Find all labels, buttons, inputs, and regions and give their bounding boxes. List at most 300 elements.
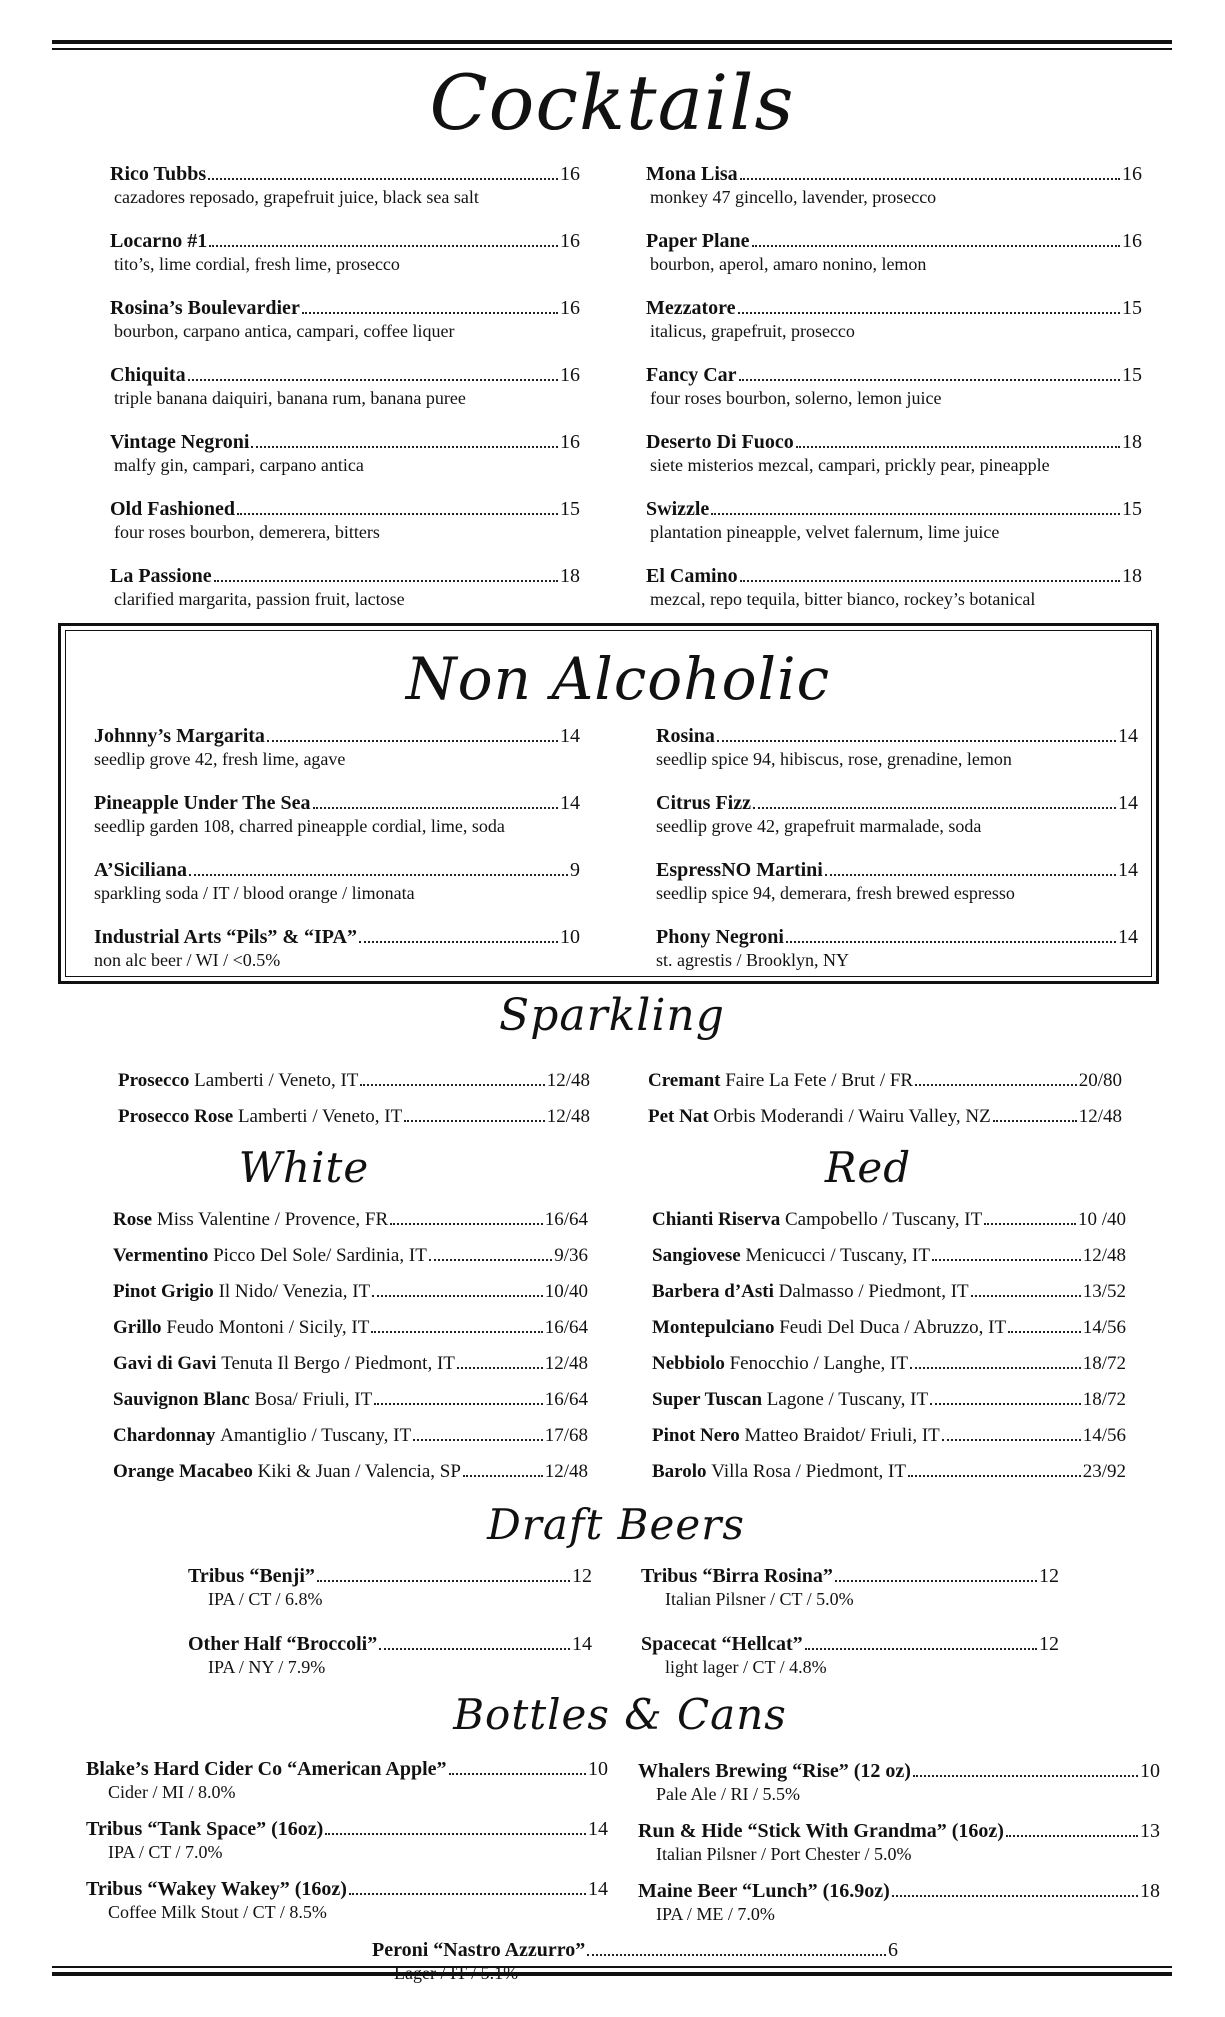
item-price: 14 [560, 725, 580, 747]
item-price: 14 [560, 792, 580, 814]
dot-leader [1008, 1331, 1081, 1333]
item-name: Vintage Negroni [110, 431, 250, 453]
item-description: IPA / CT / 6.8% [208, 1589, 323, 1609]
dot-leader [825, 874, 1116, 876]
menu-item [641, 1632, 1059, 1678]
item-line [656, 724, 1138, 748]
item-price: 12/48 [1082, 1245, 1126, 1266]
item-description: siete misterios mezcal, campari, prickly pear, pineapple [650, 455, 1050, 475]
item-name: La Passione [110, 565, 212, 587]
dot-leader [711, 513, 1120, 515]
item-name: Pineapple Under The Sea [94, 792, 311, 814]
item-name: Pet Nat [648, 1106, 709, 1127]
item-description: Cider / MI / 8.0% [108, 1782, 236, 1802]
item-description: sparkling soda / IT / blood orange / limonata [94, 883, 415, 903]
wine-item [652, 1208, 1126, 1232]
item-description: IPA / CT / 7.0% [108, 1842, 223, 1862]
dot-leader [942, 1439, 1081, 1441]
item-name: Sangiovese [652, 1245, 741, 1266]
dot-leader [908, 1475, 1081, 1477]
item-origin: Amantiglio / Tuscany, IT [220, 1425, 412, 1446]
item-description: triple banana daiquiri, banana rum, banana puree [114, 388, 466, 408]
dot-leader [313, 807, 558, 809]
wine-item [113, 1316, 588, 1340]
item-line [110, 296, 580, 320]
cocktails-title: Cocktails [429, 58, 795, 147]
item-price: 20/80 [1078, 1070, 1122, 1091]
item-description: plantation pineapple, velvet falernum, lime juice [650, 522, 1000, 542]
item-description: IPA / NY / 7.9% [208, 1657, 326, 1677]
item-price: 9/36 [554, 1245, 588, 1266]
item-price: 12/48 [546, 1070, 590, 1091]
item-price: 15 [1122, 364, 1142, 386]
item-line [646, 363, 1142, 387]
item-price: 6 [888, 1939, 898, 1961]
dot-leader [739, 379, 1120, 381]
wine-item [652, 1424, 1126, 1448]
top-rule-thick [52, 40, 1172, 44]
dot-leader [372, 1295, 543, 1297]
item-name: Fancy Car [646, 364, 737, 386]
item-line [86, 1757, 608, 1781]
item-price: 16/64 [544, 1389, 588, 1410]
item-line [656, 858, 1138, 882]
item-name: Nebbiolo [652, 1353, 725, 1374]
dot-leader [752, 245, 1120, 247]
item-name: Peroni “Nastro Azzurro” [372, 1939, 586, 1961]
item-price: 12 [1039, 1565, 1059, 1587]
menu-item [646, 363, 1142, 409]
menu-item [86, 1817, 608, 1863]
menu-item [372, 1938, 898, 1984]
item-name: Sauvignon Blanc [113, 1389, 250, 1410]
item-name: Johnny’s Margarita [94, 725, 265, 747]
item-name: Tribus “Benji” [188, 1565, 315, 1587]
item-line [113, 1244, 588, 1268]
dot-leader [993, 1120, 1077, 1122]
red-title: Red [824, 1143, 912, 1192]
item-description: four roses bourbon, demerera, bitters [114, 522, 380, 542]
item-name: Paper Plane [646, 230, 750, 252]
menu-item [110, 229, 580, 275]
dot-leader [753, 807, 1116, 809]
item-description: seedlip grove 42, grapefruit marmalade, soda [656, 816, 982, 836]
item-origin: Lamberti / Veneto, IT [194, 1070, 359, 1091]
item-line [110, 363, 580, 387]
item-price: 16 [560, 230, 580, 252]
item-line [113, 1424, 588, 1448]
dot-leader [587, 1954, 886, 1956]
item-name: Grillo [113, 1317, 162, 1338]
item-price: 16 [560, 364, 580, 386]
item-line [86, 1877, 608, 1901]
menu-item [110, 564, 580, 610]
item-name: Deserto Di Fuoco [646, 431, 794, 453]
item-line [113, 1208, 588, 1232]
dot-leader [208, 178, 558, 180]
item-name: Prosecco Rose [118, 1106, 234, 1127]
item-name: A’Siciliana [94, 859, 187, 881]
item-price: 16 [560, 297, 580, 319]
item-price: 14 [1118, 725, 1138, 747]
non-alcoholic-title: Non Alcoholic [405, 645, 831, 713]
item-line [641, 1632, 1059, 1656]
item-price: 18/72 [1082, 1353, 1126, 1374]
item-description: seedlip spice 94, hibiscus, rose, grenadine, lemon [656, 749, 1012, 769]
item-line [110, 564, 580, 588]
item-origin: Miss Valentine / Provence, FR [156, 1209, 389, 1230]
dot-leader [374, 1403, 543, 1405]
dot-leader [805, 1648, 1037, 1650]
item-origin: Feudi Del Duca / Abruzzo, IT [779, 1317, 1007, 1338]
item-name: Pinot Nero [652, 1425, 740, 1446]
item-line [652, 1352, 1126, 1376]
item-line [110, 162, 580, 186]
item-line [638, 1819, 1160, 1843]
dot-leader [429, 1259, 552, 1261]
item-line [646, 162, 1142, 186]
item-price: 10 [588, 1758, 608, 1780]
item-name: Pinot Grigio [113, 1281, 214, 1302]
menu-item [188, 1632, 592, 1678]
menu-item [656, 858, 1138, 904]
menu-item [656, 925, 1138, 971]
wine-item [118, 1105, 590, 1129]
item-price: 14 [572, 1633, 592, 1655]
item-name: Chiquita [110, 364, 186, 386]
dot-leader [932, 1259, 1081, 1261]
dot-leader [214, 580, 558, 582]
item-line [638, 1879, 1160, 1903]
wine-item [652, 1244, 1126, 1268]
item-price: 15 [1122, 297, 1142, 319]
item-price: 16 [1122, 163, 1142, 185]
item-price: 12 [572, 1565, 592, 1587]
item-name: Tribus “Birra Rosina” [641, 1565, 833, 1587]
item-price: 16 [560, 431, 580, 453]
item-line [372, 1938, 898, 1962]
dot-leader [404, 1120, 545, 1122]
item-line [113, 1352, 588, 1376]
item-name: Phony Negroni [656, 926, 784, 948]
wine-item [652, 1316, 1126, 1340]
wine-item [648, 1105, 1122, 1129]
item-name: Barbera d’Asti [652, 1281, 774, 1302]
dot-leader [740, 178, 1120, 180]
item-origin: Kiki & Juan / Valencia, SP [257, 1461, 461, 1482]
menu-item [110, 363, 580, 409]
item-name: Rosina [656, 725, 715, 747]
item-description: seedlip grove 42, fresh lime, agave [94, 749, 346, 769]
menu-item [646, 564, 1142, 610]
top-rule-thin [52, 48, 1172, 50]
item-name: Montepulciano [652, 1317, 775, 1338]
item-name: Cremant [648, 1070, 721, 1091]
menu-item [188, 1564, 592, 1610]
item-price: 16 [1122, 230, 1142, 252]
item-price: 16/64 [544, 1209, 588, 1230]
item-origin: Dalmasso / Piedmont, IT [778, 1281, 969, 1302]
menu-item [656, 791, 1138, 837]
item-line [646, 430, 1142, 454]
menu-item [656, 724, 1138, 770]
item-price: 12/48 [544, 1461, 588, 1482]
item-origin: Menicucci / Tuscany, IT [745, 1245, 930, 1266]
item-line [648, 1069, 1122, 1093]
item-line [656, 791, 1138, 815]
item-description: IPA / ME / 7.0% [656, 1904, 775, 1924]
menu-item [646, 497, 1142, 543]
item-price: 23/92 [1082, 1461, 1126, 1482]
item-line [646, 229, 1142, 253]
wine-item [113, 1460, 588, 1484]
item-line [110, 430, 580, 454]
item-line [646, 296, 1142, 320]
item-line [188, 1564, 592, 1588]
menu-item [646, 229, 1142, 275]
item-line [641, 1564, 1059, 1588]
dot-leader [317, 1580, 570, 1582]
item-price: 12/48 [546, 1106, 590, 1127]
item-name: Chianti Riserva [652, 1209, 781, 1230]
wine-item [113, 1208, 588, 1232]
item-line [110, 229, 580, 253]
item-price: 15 [1122, 498, 1142, 520]
dot-leader [188, 379, 558, 381]
menu-item [94, 858, 580, 904]
item-name: Run & Hide “Stick With Grandma” (16oz) [638, 1820, 1004, 1842]
dot-leader [449, 1773, 586, 1775]
dot-leader [360, 1084, 544, 1086]
item-name: Vermentino [113, 1245, 209, 1266]
item-description: mezcal, repo tequila, bitter bianco, rockey’s botanical [650, 589, 1036, 609]
item-description: Lager / IT / 5.1% [394, 1963, 519, 1983]
item-origin: Fenocchio / Langhe, IT [729, 1353, 908, 1374]
item-name: Prosecco [118, 1070, 190, 1091]
dot-leader [349, 1893, 586, 1895]
item-description: light lager / CT / 4.8% [665, 1657, 827, 1677]
item-line [113, 1316, 588, 1340]
item-description: bourbon, carpano antica, campari, coffee liquer [114, 321, 455, 341]
item-line [652, 1424, 1126, 1448]
draft-beers-title: Draft Beers [487, 1500, 745, 1549]
item-name: Blake’s Hard Cider Co “American Apple” [86, 1758, 447, 1780]
item-name: EspressNO Martini [656, 859, 823, 881]
dot-leader [740, 580, 1120, 582]
item-line [113, 1460, 588, 1484]
dot-leader [738, 312, 1120, 314]
item-name: Rosina’s Boulevardier [110, 297, 300, 319]
wine-item [113, 1388, 588, 1412]
item-description: malfy gin, campari, carpano antica [114, 455, 364, 475]
wine-item [652, 1280, 1126, 1304]
item-line [94, 724, 580, 748]
item-description: clarified margarita, passion fruit, lactose [114, 589, 405, 609]
item-name: Orange Macabeo [113, 1461, 253, 1482]
item-price: 10 /40 [1077, 1209, 1126, 1230]
item-price: 15 [560, 498, 580, 520]
item-origin: Faire La Fete / Brut / FR [725, 1070, 914, 1091]
dot-leader [913, 1775, 1138, 1777]
item-description: monkey 47 gincello, lavender, prosecco [650, 187, 937, 207]
item-name: Swizzle [646, 498, 710, 520]
menu-item [94, 724, 580, 770]
item-line [94, 791, 580, 815]
item-price: 12/48 [544, 1353, 588, 1374]
item-line [94, 925, 580, 949]
item-origin: Campobello / Tuscany, IT [785, 1209, 983, 1230]
menu-item [646, 162, 1142, 208]
item-description: Pale Ale / RI / 5.5% [656, 1784, 800, 1804]
item-line [113, 1388, 588, 1412]
menu-item [646, 430, 1142, 476]
item-name: Mezzatore [646, 297, 736, 319]
sparkling-title: Sparkling [499, 990, 725, 1041]
item-price: 14 [1118, 926, 1138, 948]
item-description: seedlip garden 108, charred pineapple cordial, lime, soda [94, 816, 505, 836]
item-name: Gavi di Gavi [113, 1353, 217, 1374]
item-description: four roses bourbon, solerno, lemon juice [650, 388, 942, 408]
dot-leader [251, 446, 558, 448]
dot-leader [457, 1367, 543, 1369]
item-line [188, 1632, 592, 1656]
item-description: st. agrestis / Brooklyn, NY [656, 950, 849, 970]
dot-leader [786, 941, 1116, 943]
item-name: Super Tuscan [652, 1389, 763, 1410]
item-line [652, 1460, 1126, 1484]
item-price: 14/56 [1082, 1425, 1126, 1446]
dot-leader [892, 1895, 1138, 1897]
item-name: El Camino [646, 565, 738, 587]
dot-leader [910, 1367, 1081, 1369]
item-name: Mona Lisa [646, 163, 738, 185]
wine-item [113, 1424, 588, 1448]
item-name: Old Fashioned [110, 498, 236, 520]
item-line [652, 1244, 1126, 1268]
item-price: 18 [1140, 1880, 1160, 1902]
item-line [118, 1069, 590, 1093]
dot-leader [267, 740, 558, 742]
item-price: 10/40 [544, 1281, 588, 1302]
item-name: Tribus “Wakey Wakey” (16oz) [86, 1878, 347, 1900]
item-description: non alc beer / WI / <0.5% [94, 950, 281, 970]
item-price: 18/72 [1082, 1389, 1126, 1410]
wine-item [652, 1352, 1126, 1376]
item-price: 12/48 [1078, 1106, 1122, 1127]
item-price: 16 [560, 163, 580, 185]
dot-leader [325, 1833, 586, 1835]
item-price: 18 [1122, 431, 1142, 453]
item-origin: Picco Del Sole/ Sardinia, IT [213, 1245, 427, 1266]
item-origin: Feudo Montoni / Sicily, IT [166, 1317, 370, 1338]
item-price: 12 [1039, 1633, 1059, 1655]
item-line [110, 497, 580, 521]
item-price: 10 [1140, 1760, 1160, 1782]
item-price: 14/56 [1082, 1317, 1126, 1338]
item-price: 18 [1122, 565, 1142, 587]
item-origin: Tenuta Il Bergo / Piedmont, IT [221, 1353, 455, 1374]
item-name: Maine Beer “Lunch” (16.9oz) [638, 1880, 890, 1902]
wine-item [652, 1388, 1126, 1412]
item-price: 10 [560, 926, 580, 948]
wine-item [118, 1069, 590, 1093]
menu-item [110, 162, 580, 208]
menu-item [94, 791, 580, 837]
item-name: Rico Tubbs [110, 163, 207, 185]
menu-item [94, 925, 580, 971]
dot-leader [463, 1475, 543, 1477]
item-line [113, 1280, 588, 1304]
item-price: 14 [1118, 859, 1138, 881]
menu-item [86, 1877, 608, 1923]
dot-leader [835, 1580, 1037, 1582]
menu-item [641, 1564, 1059, 1610]
dot-leader [930, 1403, 1081, 1405]
item-price: 14 [588, 1818, 608, 1840]
item-description: Italian Pilsner / CT / 5.0% [665, 1589, 854, 1609]
item-origin: Il Nido/ Venezia, IT [218, 1281, 371, 1302]
bottles-cans-title: Bottles & Cans [453, 1690, 787, 1739]
item-line [648, 1105, 1122, 1129]
dot-leader [796, 446, 1120, 448]
item-name: Locarno #1 [110, 230, 208, 252]
item-description: bourbon, aperol, amaro nonino, lemon [650, 254, 927, 274]
dot-leader [915, 1084, 1077, 1086]
item-line [118, 1105, 590, 1129]
item-name: Other Half “Broccoli” [188, 1633, 378, 1655]
item-description: seedlip spice 94, demerara, fresh brewed espresso [656, 883, 1015, 903]
item-price: 18 [560, 565, 580, 587]
dot-leader [390, 1223, 543, 1225]
item-origin: Villa Rosa / Piedmont, IT [711, 1461, 906, 1482]
item-origin: Matteo Braidot/ Friuli, IT [744, 1425, 940, 1446]
menu-item [638, 1879, 1160, 1925]
item-name: Chardonnay [113, 1425, 216, 1446]
white-title: White [238, 1143, 370, 1192]
dot-leader [971, 1295, 1081, 1297]
dot-leader [379, 1648, 570, 1650]
item-name: Barolo [652, 1461, 707, 1482]
item-line [638, 1759, 1160, 1783]
item-line [652, 1388, 1126, 1412]
wine-item [113, 1352, 588, 1376]
item-name: Tribus “Tank Space” (16oz) [86, 1818, 324, 1840]
item-line [94, 858, 580, 882]
wine-item [113, 1280, 588, 1304]
dot-leader [717, 740, 1116, 742]
dot-leader [413, 1439, 543, 1441]
item-price: 14 [1118, 792, 1138, 814]
dot-leader [371, 1331, 542, 1333]
menu-item [646, 296, 1142, 342]
item-origin: Lagone / Tuscany, IT [766, 1389, 929, 1410]
menu-item [110, 430, 580, 476]
item-name: Whalers Brewing “Rise” (12 oz) [638, 1760, 911, 1782]
item-price: 13 [1140, 1820, 1160, 1842]
item-description: cazadores reposado, grapefruit juice, black sea salt [114, 187, 479, 207]
item-origin: Lamberti / Veneto, IT [237, 1106, 403, 1127]
item-price: 13/52 [1082, 1281, 1126, 1302]
item-description: Coffee Milk Stout / CT / 8.5% [108, 1902, 327, 1922]
menu-item [638, 1819, 1160, 1865]
dot-leader [1006, 1835, 1138, 1837]
wine-item [113, 1244, 588, 1268]
item-description: tito’s, lime cordial, fresh lime, prosecco [114, 254, 400, 274]
wine-item [648, 1069, 1122, 1093]
item-line [652, 1208, 1126, 1232]
item-name: Rose [113, 1209, 153, 1230]
item-line [656, 925, 1138, 949]
